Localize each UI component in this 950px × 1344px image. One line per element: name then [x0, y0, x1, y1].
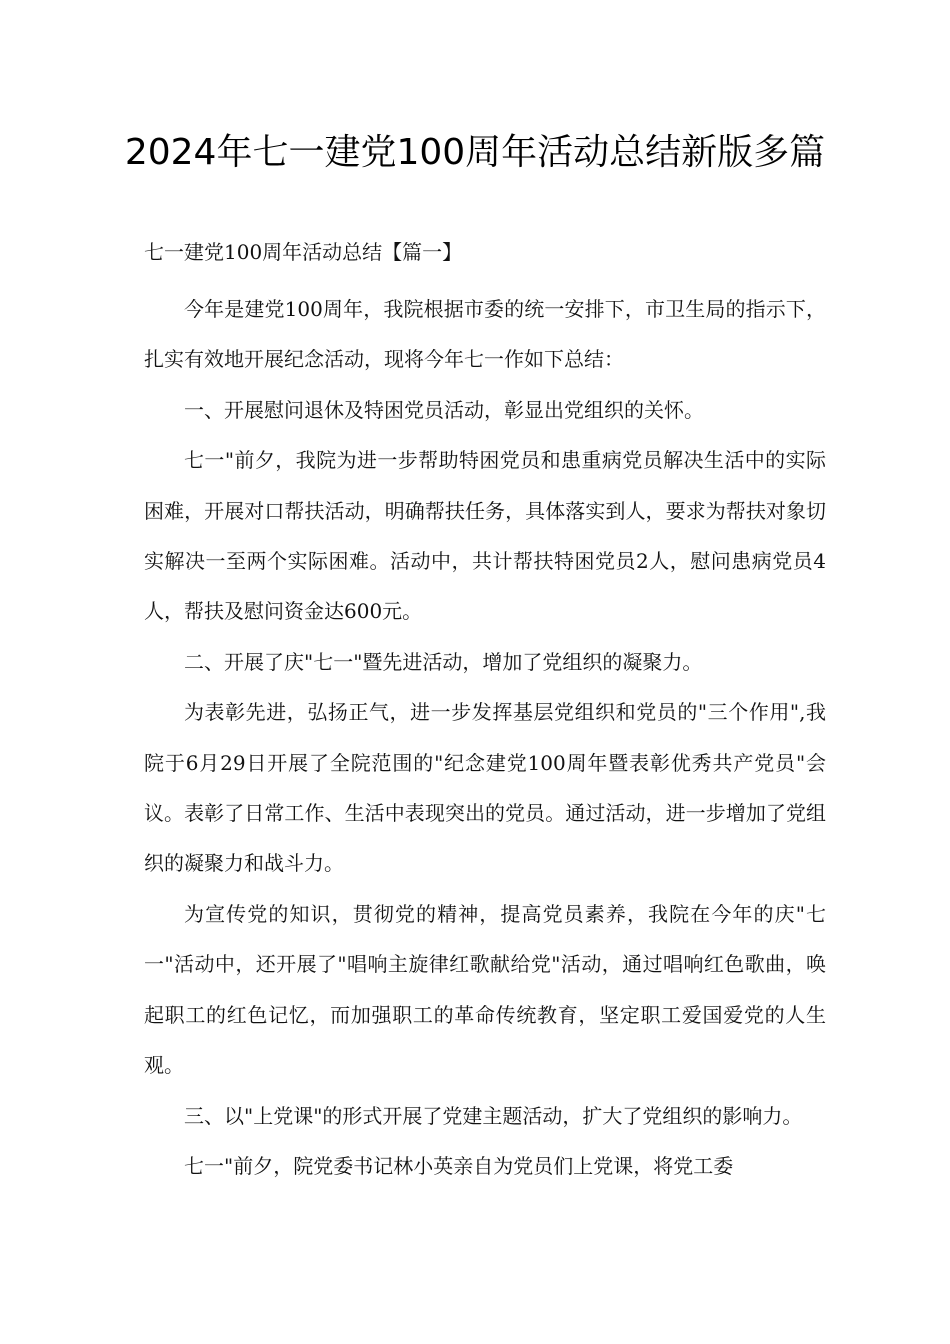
paragraph-intro: 今年是建党100周年，我院根据市委的统一安排下，市卫生局的指示下，扎实有效地开展纪念活动，现将今年七一作如下总结： [144, 297, 826, 372]
paragraph-body-1: 七一"前夕，我院为进一步帮助特困党员和患重病党员解决生活中的实际困难，开展对口帮扶活动，明确帮扶任务，具体落实到人，要求为帮扶对象切实解决一至两个实际困难。活动中，共计帮扶特困党员2人，慰问患病党员4人，帮扶及慰问资金达600元。 [144, 448, 826, 624]
document-title: 2024年七一建党100周年活动总结新版多篇 [124, 132, 826, 173]
section-heading: 七一建党100周年活动总结【篇一】 [144, 240, 463, 264]
paragraph-subhead-3: 三、以"上党课"的形式开展了党建主题活动，扩大了党组织的影响力。 [184, 1103, 803, 1128]
document-body [144, 284, 826, 1191]
paragraph-body-4: 七一"前夕，院党委书记林小英亲自为党员们上党课，将党工委 [184, 1153, 734, 1178]
paragraph-subhead-2: 二、开展了庆"七一"暨先进活动，增加了党组织的凝聚力。 [184, 649, 703, 674]
paragraph-subhead-1: 一、开展慰问退休及特困党员活动，彰显出党组织的关怀。 [184, 397, 704, 422]
paragraph-body-3: 为宣传党的知识，贯彻党的精神，提高党员素养，我院在今年的庆"七一"活动中，还开展了"唱响主旋律红歌献给党"活动，通过唱响红色歌曲，唤起职工的红色记忆，而加强职工的革命传统教育，坚定职工爱国爱党的人生观。 [144, 901, 826, 1078]
paragraph-body-2: 为表彰先进，弘扬正气，进一步发挥基层党组织和党员的"三个作用",我院于6月29日开展了全院范围的"纪念建党100周年暨表彰优秀共产党员"会议。表彰了日常工作、生活中表现突出的党员。通过活动，进一步增加了党组织的凝聚力和战斗力。 [144, 700, 826, 876]
